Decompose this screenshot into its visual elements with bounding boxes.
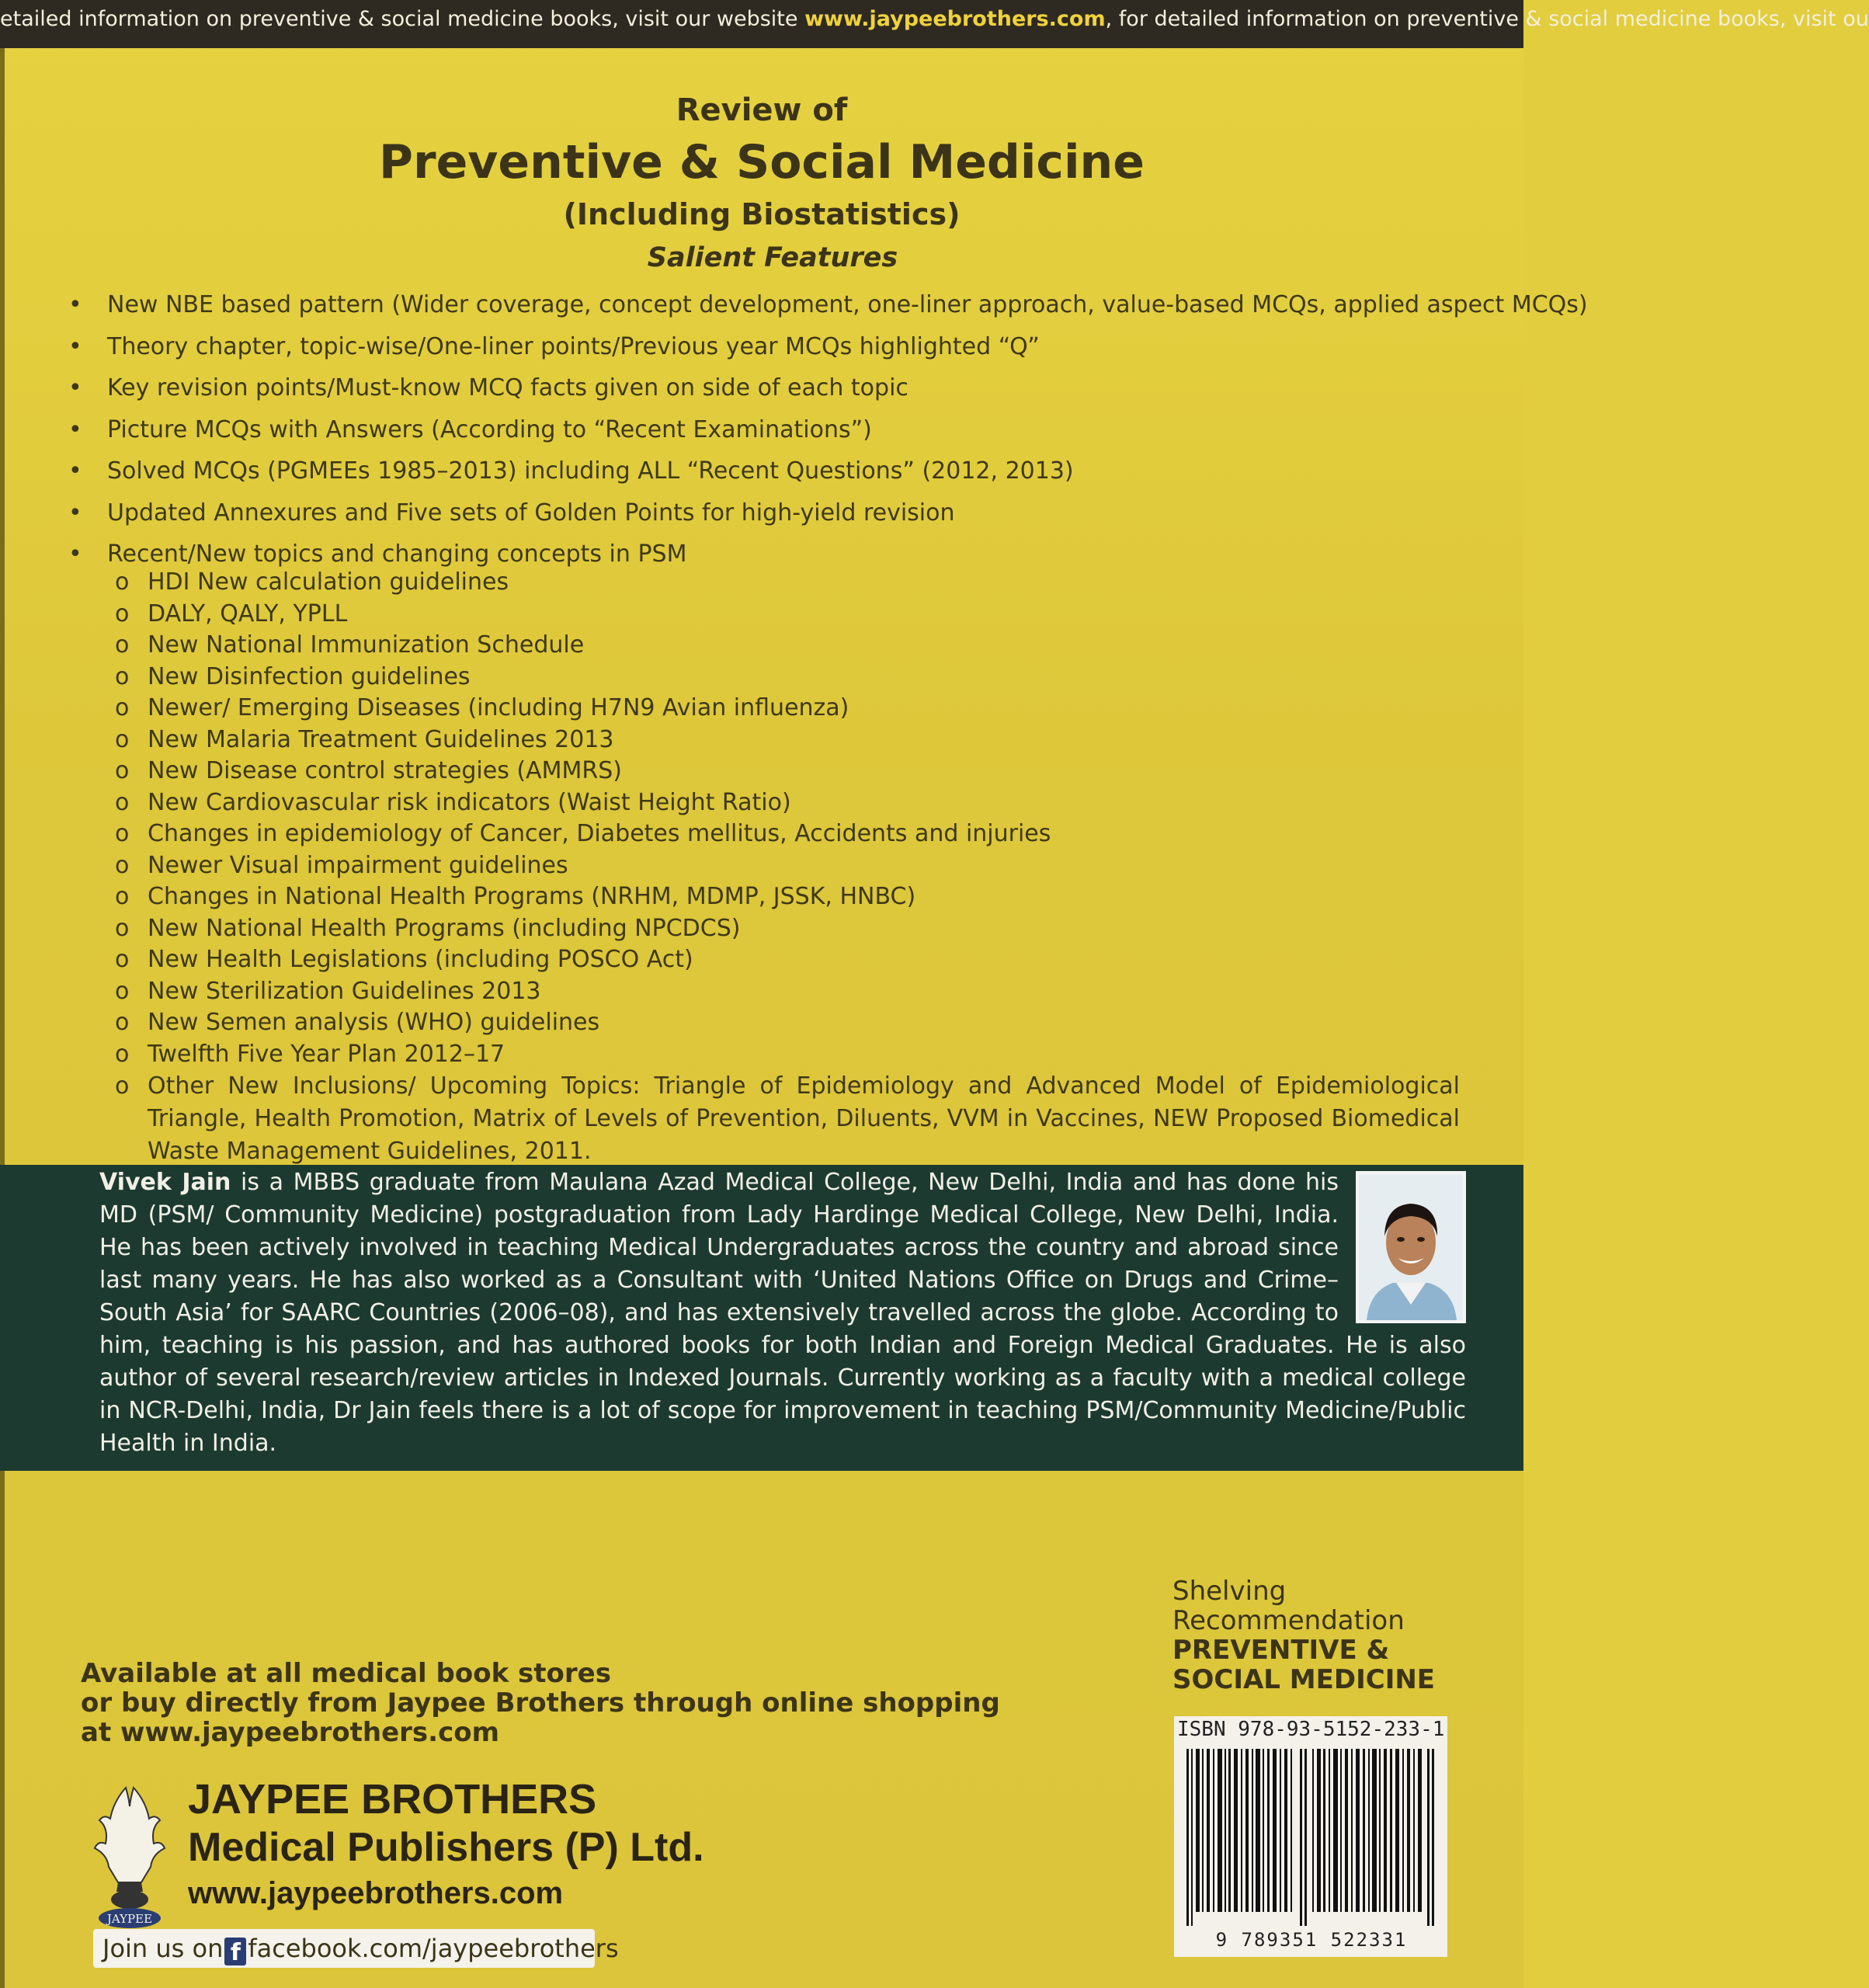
jaypee-logo-icon xyxy=(82,1783,177,1931)
feature-text: Theory chapter, topic-wise/One-liner points/Previous year MCQs highlighted “Q” xyxy=(107,332,1040,360)
sub-feature-item xyxy=(109,693,1460,725)
sub-bullet-icon: o xyxy=(115,662,130,690)
author-portrait-image xyxy=(1359,1174,1463,1320)
sub-feature-text: New National Immunization Schedule xyxy=(148,631,585,659)
sub-feature-item xyxy=(109,976,1460,1008)
sub-feature-item xyxy=(109,756,1460,787)
bullet-icon: • xyxy=(68,457,82,485)
shelving-category-2: SOCIAL MEDICINE xyxy=(1172,1664,1436,1695)
feature-text: Recent/New topics and changing concepts in PSM xyxy=(107,540,687,568)
book-title: Preventive & Social Medicine xyxy=(379,135,1145,189)
sub-feature-text: New Cardiovascular risk indicators (Waist Height Ratio) xyxy=(148,788,791,816)
sub-bullet-icon: o xyxy=(115,1040,130,1068)
sub-bullet-icon: o xyxy=(115,820,130,847)
facebook-join-strip xyxy=(93,1929,619,1968)
sub-bullet-icon: o xyxy=(115,977,130,1005)
top-banner xyxy=(0,0,1869,48)
sub-bullet-icon: o xyxy=(115,851,130,879)
publisher-subtitle: Medical Publishers (P) Ltd. xyxy=(188,1825,704,1870)
publisher-website: www.jaypeebrothers.com xyxy=(188,1876,564,1910)
book-subtitle: (Including Biostatistics) xyxy=(563,197,961,231)
sub-bullet-icon: o xyxy=(115,914,130,942)
sub-feature-text: Changes in National Health Programs (NRHM, MDMP, JSSK, HNBC) xyxy=(148,883,916,910)
sub-feature-text: New Disease control strategies (AMMRS) xyxy=(148,757,622,784)
feature-item xyxy=(68,367,1466,409)
bullet-icon: • xyxy=(68,374,82,401)
sub-feature-text: New Malaria Treatment Guidelines 2013 xyxy=(148,725,614,753)
top-banner-text-tail: , for detailed information on preventive & social medicine books, visit ou xyxy=(1105,7,1869,31)
review-of-label: Review of xyxy=(676,92,848,128)
shelving-label: Shelving xyxy=(1172,1576,1287,1607)
feature-item xyxy=(68,492,1466,534)
availability-line: or buy directly from Jaypee Brothers through online shopping xyxy=(81,1687,1000,1719)
salient-features-heading: Salient Features xyxy=(647,242,898,273)
sub-feature-item xyxy=(109,1039,1460,1071)
availability-note xyxy=(81,1659,1000,1747)
sub-bullet-icon: o xyxy=(115,600,130,627)
sub-feature-item xyxy=(109,818,1460,850)
sub-feature-item xyxy=(109,567,1460,599)
shelving-recommendation xyxy=(1172,1576,1435,1694)
sub-feature-item xyxy=(109,662,1460,693)
sub-feature-text: Changes in epidemiology of Cancer, Diabetes mellitus, Accidents and injuries xyxy=(148,820,1051,847)
sub-feature-text: New Sterilization Guidelines 2013 xyxy=(148,977,541,1005)
sub-feature-text: Other New Inclusions/ Upcoming Topics: Triangle of Epidemiology and Advanced Model of Epidemiological Triangle, Health Promotion, Matrix of Levels of Prevention, Diluents, VVM in Vaccines, NEW Proposed Biomedical Waste Management Guidelines, 2011. xyxy=(148,1072,1460,1165)
sub-bullet-icon: o xyxy=(115,757,130,784)
sub-feature-item xyxy=(109,850,1460,882)
feature-item xyxy=(68,409,1466,451)
bullet-icon: • xyxy=(68,415,82,443)
availability-line: at www.jaypeebrothers.com xyxy=(81,1717,500,1748)
shelving-label-2: Recommendation xyxy=(1172,1605,1405,1636)
top-banner-website: www.jaypeebrothers.com xyxy=(804,7,1106,31)
bullet-icon: • xyxy=(68,332,82,360)
feature-text: Solved MCQs (PGMEEs 1985–2013) including ALL “Recent Questions” (2012, 2013) xyxy=(107,457,1074,485)
sub-feature-list xyxy=(109,567,1460,1168)
author-bio-text: is a MBBS graduate from Maulana Azad Medical College, New Delhi, India and has done his MD (PSM/ Community Medicine) postgraduation from Lady Hardinge Medical College, New Delhi, India. He has been actively involved in teaching Medical Undergraduates across the country and abroad since last many years. He has also worked as a Consultant with ‘United Nations Office on Drugs and Crime–South Asia’ for SAARC Countries (2006–08), and has extensively travelled across the globe. According to him, teaching is his passion, and has authored books for both Indian and Foreign Medical Graduates. He is also author of several research/review articles in Indexed Journals. Currently working as a faculty with a medical college in NCR-Delhi, India, Dr Jain feels there is a lot of scope for improvement in teaching PSM/Community Medicine/Public Health in India. xyxy=(99,1169,1466,1457)
sub-feature-text: HDI New calculation guidelines xyxy=(148,568,509,596)
feature-item xyxy=(68,450,1466,492)
sub-bullet-icon: o xyxy=(115,694,130,721)
sub-bullet-icon: o xyxy=(115,883,130,910)
cover-edge xyxy=(0,0,5,1988)
feature-text: Picture MCQs with Answers (According to “Recent Examinations”) xyxy=(107,415,872,443)
barcode-icon xyxy=(1183,1749,1440,1926)
publisher-block xyxy=(188,1775,704,1915)
sub-feature-item xyxy=(109,913,1460,945)
sub-feature-text: New Health Legislations (including POSCO Act) xyxy=(148,946,693,973)
author-name: Vivek Jain xyxy=(99,1169,231,1196)
sub-bullet-icon: o xyxy=(115,631,130,659)
facebook-icon: f xyxy=(224,1938,246,1965)
sub-feature-item xyxy=(109,944,1460,976)
shelving-category: PREVENTIVE & xyxy=(1172,1635,1390,1666)
barcode-number: 9 789351 522331 xyxy=(1215,1929,1408,1951)
sub-feature-item xyxy=(109,630,1460,662)
sub-feature-text: Twelfth Five Year Plan 2012–17 xyxy=(148,1040,505,1068)
feature-item xyxy=(68,326,1466,368)
sub-feature-text: New National Health Programs (including NPCDCS) xyxy=(148,914,741,942)
sub-feature-text: New Disinfection guidelines xyxy=(148,662,471,690)
sub-feature-text: DALY, QALY, YPLL xyxy=(148,600,348,627)
sub-feature-item xyxy=(109,1007,1460,1039)
logo-wordmark: JAYPEE xyxy=(106,1912,153,1926)
bullet-icon: • xyxy=(68,540,82,568)
feature-text: Updated Annexures and Five sets of Golden Points for high-yield revision xyxy=(107,499,955,527)
sub-feature-item xyxy=(109,599,1460,631)
sub-bullet-icon: o xyxy=(115,946,130,973)
sub-feature-text: Newer Visual impairment guidelines xyxy=(148,851,568,879)
sub-bullet-icon: o xyxy=(115,725,130,753)
feature-text: New NBE based pattern (Wider coverage, concept development, one-liner approach, value-based MCQs, applied aspect MCQs) xyxy=(107,291,1588,318)
sub-bullet-icon: o xyxy=(115,1009,130,1036)
author-photo xyxy=(1356,1171,1466,1323)
sub-bullet-icon: o xyxy=(115,788,130,816)
availability-line: Available at all medical book stores xyxy=(81,1658,611,1689)
author-bio xyxy=(99,1166,1466,1460)
sub-feature-item xyxy=(109,725,1460,756)
sub-feature-item xyxy=(109,1070,1460,1168)
bullet-icon: • xyxy=(68,499,82,527)
publisher-name: JAYPEE BROTHERS xyxy=(188,1776,597,1823)
sub-feature-text: Newer/ Emerging Diseases (including H7N9 Avian influenza) xyxy=(148,694,849,721)
facebook-handle: facebook.com/jaypeebrothers xyxy=(248,1934,619,1963)
sub-feature-text: New Semen analysis (WHO) guidelines xyxy=(148,1009,600,1036)
feature-list xyxy=(68,284,1588,575)
isbn-label: ISBN 978-93-5152-233-1 xyxy=(1177,1718,1445,1741)
join-label: Join us on xyxy=(102,1934,224,1963)
sub-feature-item xyxy=(109,787,1460,819)
feature-text: Key revision points/Must-know MCQ facts given on side of each topic xyxy=(107,374,908,401)
sub-bullet-icon: o xyxy=(115,1072,130,1100)
sub-feature-item xyxy=(109,881,1460,913)
title-block xyxy=(0,87,1523,235)
top-banner-text: etailed information on preventive & social medicine books, visit our website xyxy=(0,7,805,31)
bullet-icon: • xyxy=(68,291,82,318)
feature-item xyxy=(68,284,1588,326)
sub-bullet-icon: o xyxy=(115,568,130,596)
